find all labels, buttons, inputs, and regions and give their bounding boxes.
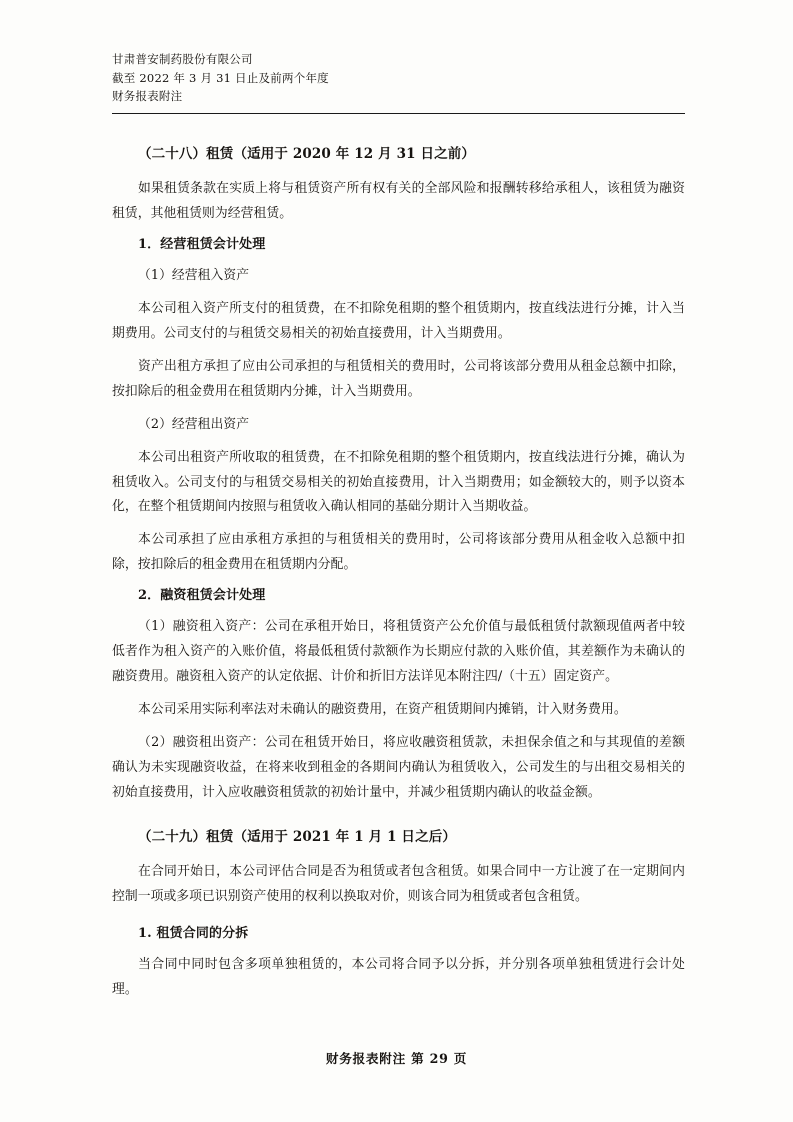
paragraph: 本公司采用实际利率法对未确认的融资费用，在资产租赁期间内摊销，计入财务费用。 xyxy=(138,701,627,717)
spacer xyxy=(112,724,685,731)
spacer xyxy=(112,521,685,528)
page-footer: 财务报表附注 第 29 页 xyxy=(325,1051,468,1066)
header-divider xyxy=(112,113,685,114)
spacer xyxy=(112,807,685,827)
header-document-type: 财务报表附注 xyxy=(112,89,183,104)
subsection-title-operating-lease: 1．经营租赁会计处理 xyxy=(138,237,266,253)
spacer xyxy=(112,439,685,446)
page-header xyxy=(112,50,685,106)
paragraph: （2）经营租出资产 xyxy=(138,416,250,432)
paragraph: （1）经营租入资产 xyxy=(138,267,250,283)
spacer xyxy=(112,911,685,924)
header-company-name: 甘肃普安制药股份有限公司 xyxy=(112,52,253,66)
document-body xyxy=(112,144,685,1003)
subsection-title-finance-lease: 2．融资租赁会计处理 xyxy=(138,588,266,604)
paragraph: （1）融资租入资产：公司在承租开始日，将租赁资产公允价值与最低租赁付款额现值两者中较低者作为租入资产的入账价值，将最低租赁付款额作为长期应付款的入账价值，其差额作为未确认的融资费用。融资租入资产的认定依据、计价和折旧方法详见本附注四/（十五）固定资产。 xyxy=(112,619,685,685)
paragraph: 本公司租入资产所支付的租赁费，在不扣除免租期的整个租赁期内，按直线法进行分摊，计入当期费用。公司支付的与租赁交易相关的初始直接费用，计入当期费用。 xyxy=(112,300,685,341)
paragraph: 当合同中同时包含多项单独租赁的，本公司将合同予以分拆，并分别各项单独租赁进行会计处理。 xyxy=(112,956,685,997)
spacer xyxy=(112,348,685,355)
spacer xyxy=(112,290,685,297)
section-title-28: （二十八）租赁（适用于 2020 年 12 月 31 日之前） xyxy=(138,145,476,162)
paragraph: 在合同开始日，本公司评估合同是否为租赁或者包含租赁。如果合同中一方让渡了在一定期间内控制一项或多项已识别资产使用的权利以换取对价，则该合同为租赁或者包含租赁。 xyxy=(112,864,685,904)
paragraph: （2）融资租出资产：公司在租赁开始日，将应收融资租赁款，未担保余值之和与其现值的差额确认为未实现融资收益，在将来收到租金的各期间内确认为租赁收入，公司发生的与出租交易相关的初始直接费用，计入应收融资租赁款的初始计量中，并减少租赁期内确认的收益金额。 xyxy=(112,734,685,800)
header-period: 截至 2022 年 3 月 31 日止及前两个年度 xyxy=(112,70,329,85)
paragraph: 如果租赁条款在实质上将与租赁资产所有权有关的全部风险和报酬转移给承租人，该租赁为融资租赁，其他租赁则为经营租赁。 xyxy=(112,181,685,222)
paragraph: 本公司出租资产所收取的租赁费，在不扣除免租期的整个租赁期内，按直线法进行分摊，确认为租赁收入。公司支付的与租赁交易相关的初始直接费用，计入当期费用；如金额较大的，则予以资本化，在整个租赁期间内按照与租赁收入确认相同的基础分期计入当期收益。 xyxy=(112,449,685,515)
spacer xyxy=(112,691,685,698)
spacer xyxy=(112,579,685,586)
spacer xyxy=(112,406,685,413)
spacer xyxy=(112,228,685,235)
paragraph: 本公司承担了应由承租方承担的与租赁相关的费用时，公司将该部分费用从租金收入总额中扣除，按扣除后的租金费用在租赁期内分配。 xyxy=(112,532,685,573)
paragraph: 资产出租方承担了应由公司承担的与租赁相关的费用时，公司将该部分费用从租金总额中扣除，按扣除后的租金费用在租赁期内分摊，计入当期费用。 xyxy=(112,358,685,399)
subsection-title-lease-split: 1. 租赁合同的分拆 xyxy=(138,925,249,941)
section-title-29: （二十九）租赁（适用于 2021 年 1 月 1 日之后） xyxy=(138,828,456,845)
